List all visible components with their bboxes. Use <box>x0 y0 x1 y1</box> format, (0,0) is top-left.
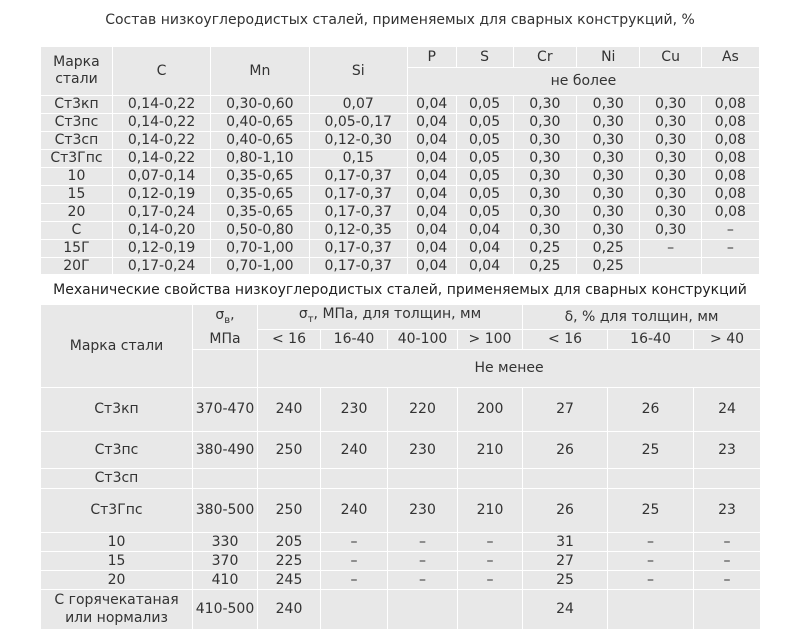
elongation-cell: – <box>608 532 694 551</box>
value-cell: 0,14-0,22 <box>112 132 210 150</box>
value-cell: 0,07 <box>309 96 407 114</box>
value-cell: 0,07-0,14 <box>112 168 210 186</box>
grade-cell: С <box>41 222 113 240</box>
header-delta: δ, % для толщин, мм <box>523 305 761 330</box>
header-grade-2: Марка стали <box>41 305 193 388</box>
elongation-cell: – <box>694 551 761 570</box>
yield-strength-cell: – <box>321 532 388 551</box>
composition-row <box>41 132 760 150</box>
grade-cell: Ст3Гпс <box>41 488 193 532</box>
elongation-cell: – <box>694 532 761 551</box>
value-cell: 0,04 <box>407 240 456 258</box>
header-sigma-b: $\sigma_в$, МПа <box>193 305 258 350</box>
composition-row <box>41 186 760 204</box>
value-cell <box>640 258 701 276</box>
value-cell: 0,30 <box>577 114 640 132</box>
value-cell <box>701 258 759 276</box>
header-max-note: не более <box>407 68 759 96</box>
value-cell: 0,04 <box>456 222 513 240</box>
value-cell: 0,70-1,00 <box>211 240 309 258</box>
elongation-cell: 26 <box>523 431 608 468</box>
grade-cell: 10 <box>41 168 113 186</box>
yield-strength-cell <box>388 589 458 629</box>
value-cell: 0,05 <box>456 96 513 114</box>
value-cell: 0,08 <box>701 132 759 150</box>
grade-cell: Ст3пс <box>41 114 113 132</box>
grade-cell: 20 <box>41 204 113 222</box>
elongation-cell: 24 <box>523 589 608 629</box>
value-cell: 0,30 <box>513 186 576 204</box>
header-grade: Марка стали <box>41 47 113 96</box>
yield-strength-cell: 250 <box>258 488 321 532</box>
header-ni: Ni <box>577 47 640 68</box>
value-cell: 0,30 <box>640 168 701 186</box>
value-cell: 0,04 <box>407 222 456 240</box>
value-cell: 0,05 <box>456 114 513 132</box>
header-mn: Mn <box>211 47 309 96</box>
value-cell: 0,30 <box>577 96 640 114</box>
value-cell: 0,17-0,37 <box>309 258 407 276</box>
elongation-cell <box>694 589 761 629</box>
yield-strength-cell: – <box>388 570 458 589</box>
value-cell: 0,05 <box>456 186 513 204</box>
mechanical-row <box>41 468 761 488</box>
sigma-t-range: < 16 <box>258 329 321 349</box>
value-cell: 0,04 <box>407 96 456 114</box>
tensile-strength-cell: 370-470 <box>193 387 258 431</box>
yield-strength-cell: 230 <box>321 387 388 431</box>
yield-strength-cell: – <box>321 551 388 570</box>
elongation-cell: – <box>608 551 694 570</box>
composition-table <box>40 46 760 276</box>
value-cell: 0,30 <box>513 168 576 186</box>
value-cell: 0,30 <box>640 222 701 240</box>
value-cell: 0,25 <box>513 258 576 276</box>
header-as: As <box>701 47 759 68</box>
sigma-b-unit: МПа <box>209 330 241 347</box>
mechanical-row <box>41 431 761 468</box>
grade-cell: Ст3сп <box>41 468 193 488</box>
grade-cell: Ст3пс <box>41 431 193 468</box>
value-cell: 0,30 <box>513 150 576 168</box>
sigma-t-range: 40-100 <box>388 329 458 349</box>
value-cell: 0,17-0,37 <box>309 240 407 258</box>
yield-strength-cell: 240 <box>321 431 388 468</box>
mechanical-row <box>41 532 761 551</box>
tensile-strength-cell: 410-500 <box>193 589 258 629</box>
value-cell: 0,30 <box>577 222 640 240</box>
mechanical-table-body <box>41 387 761 629</box>
value-cell: 0,30 <box>577 168 640 186</box>
yield-strength-cell: – <box>388 551 458 570</box>
composition-table-container <box>40 46 760 274</box>
tensile-strength-cell: 410 <box>193 570 258 589</box>
value-cell: 0,40-0,65 <box>211 132 309 150</box>
sigma-t-range: > 100 <box>458 329 523 349</box>
grade-cell: Ст3сп <box>41 132 113 150</box>
mechanical-row <box>41 589 761 629</box>
value-cell: 0,40-0,65 <box>211 114 309 132</box>
mechanical-row <box>41 387 761 431</box>
delta-range: < 16 <box>523 329 608 349</box>
mechanical-table-title: Механические свойства низкоуглеродистых сталей, применяемых для сварных конструкций <box>40 279 760 303</box>
header-si: Si <box>309 47 407 96</box>
value-cell: 0,05 <box>456 150 513 168</box>
mechanical-row <box>41 551 761 570</box>
elongation-cell: 27 <box>523 387 608 431</box>
value-cell: 0,35-0,65 <box>211 168 309 186</box>
value-cell: 0,30 <box>577 132 640 150</box>
value-cell: 0,30 <box>640 186 701 204</box>
grade-cell: 20 <box>41 570 193 589</box>
value-cell: 0,17-0,24 <box>112 258 210 276</box>
elongation-cell <box>608 589 694 629</box>
yield-strength-cell: – <box>458 532 523 551</box>
sigma-b-subscript: в <box>224 314 231 326</box>
elongation-cell: – <box>694 570 761 589</box>
composition-row <box>41 168 760 186</box>
mechanical-table <box>40 304 761 630</box>
elongation-cell <box>608 468 694 488</box>
value-cell: 0,25 <box>577 258 640 276</box>
yield-strength-cell: – <box>458 551 523 570</box>
yield-strength-cell: 210 <box>458 431 523 468</box>
value-cell: 0,30-0,60 <box>211 96 309 114</box>
value-cell: 0,14-0,22 <box>112 150 210 168</box>
delta-range: 16-40 <box>608 329 694 349</box>
value-cell: 0,12-0,35 <box>309 222 407 240</box>
elongation-cell: 25 <box>608 488 694 532</box>
value-cell: 0,12-0,19 <box>112 186 210 204</box>
value-cell: 0,25 <box>513 240 576 258</box>
value-cell: – <box>640 240 701 258</box>
header-cu: Cu <box>640 47 701 68</box>
yield-strength-cell: 245 <box>258 570 321 589</box>
composition-row <box>41 222 760 240</box>
composition-row <box>41 204 760 222</box>
value-cell: 0,04 <box>407 204 456 222</box>
value-cell: 0,30 <box>577 186 640 204</box>
value-cell: 0,08 <box>701 204 759 222</box>
yield-strength-cell: 225 <box>258 551 321 570</box>
value-cell: 0,30 <box>640 96 701 114</box>
tensile-strength-cell <box>193 468 258 488</box>
elongation-cell: 25 <box>608 431 694 468</box>
mechanical-row <box>41 570 761 589</box>
value-cell: 0,30 <box>513 204 576 222</box>
value-cell: 0,04 <box>407 186 456 204</box>
yield-strength-cell: 230 <box>388 488 458 532</box>
elongation-cell: – <box>608 570 694 589</box>
grade-cell: 15 <box>41 186 113 204</box>
elongation-cell: 23 <box>694 488 761 532</box>
elongation-cell: 31 <box>523 532 608 551</box>
grade-cell: 15Г <box>41 240 113 258</box>
value-cell: 0,30 <box>640 150 701 168</box>
composition-row <box>41 114 760 132</box>
elongation-cell: 26 <box>608 387 694 431</box>
mechanical-table-container <box>40 304 760 627</box>
value-cell: 0,30 <box>513 132 576 150</box>
sigma-t-subscript: т <box>307 313 314 325</box>
header-c: C <box>112 47 210 96</box>
value-cell: 0,08 <box>701 150 759 168</box>
header-sigma-t <box>258 305 523 330</box>
tensile-strength-cell: 330 <box>193 532 258 551</box>
value-cell: 0,05-0,17 <box>309 114 407 132</box>
grade-cell: С горячекатаная или нормализ <box>41 589 193 629</box>
yield-strength-cell: 200 <box>458 387 523 431</box>
value-cell: 0,12-0,19 <box>112 240 210 258</box>
value-cell: 0,35-0,65 <box>211 186 309 204</box>
yield-strength-cell <box>321 589 388 629</box>
value-cell: 0,08 <box>701 96 759 114</box>
value-cell: 0,14-0,20 <box>112 222 210 240</box>
sigma-b-symbol: σ <box>215 307 225 323</box>
value-cell: 0,05 <box>456 168 513 186</box>
value-cell: 0,04 <box>407 168 456 186</box>
value-cell: 0,30 <box>640 132 701 150</box>
yield-strength-cell <box>388 468 458 488</box>
composition-row <box>41 240 760 258</box>
value-cell: 0,30 <box>640 114 701 132</box>
yield-strength-cell <box>458 589 523 629</box>
header-p: P <box>407 47 456 68</box>
header-min-note: Не менее <box>258 349 761 387</box>
value-cell: 0,30 <box>577 150 640 168</box>
grade-cell: 15 <box>41 551 193 570</box>
yield-strength-cell: – <box>458 570 523 589</box>
value-cell: 0,04 <box>456 258 513 276</box>
elongation-cell: 24 <box>694 387 761 431</box>
tensile-strength-cell: 370 <box>193 551 258 570</box>
yield-strength-cell: 205 <box>258 532 321 551</box>
header-cr: Cr <box>513 47 576 68</box>
value-cell: 0,30 <box>577 204 640 222</box>
value-cell: 0,17-0,37 <box>309 204 407 222</box>
value-cell: 0,17-0,37 <box>309 168 407 186</box>
value-cell: 0,08 <box>701 168 759 186</box>
value-cell: 0,08 <box>701 186 759 204</box>
value-cell: 0,08 <box>701 114 759 132</box>
yield-strength-cell: – <box>321 570 388 589</box>
yield-strength-cell: 240 <box>258 589 321 629</box>
composition-table-title: Состав низкоуглеродистых сталей, применяемых для сварных конструкций, % <box>105 12 695 28</box>
value-cell: 0,14-0,22 <box>112 114 210 132</box>
header-s: S <box>456 47 513 68</box>
value-cell: 0,04 <box>407 114 456 132</box>
yield-strength-cell: 230 <box>388 431 458 468</box>
value-cell: – <box>701 222 759 240</box>
yield-strength-cell: 240 <box>258 387 321 431</box>
grade-cell: Ст3кп <box>41 96 113 114</box>
value-cell: 0,17-0,37 <box>309 186 407 204</box>
sigma-t-label: , МПа, для толщин, мм <box>313 306 482 322</box>
yield-strength-cell: 240 <box>321 488 388 532</box>
yield-strength-cell: 220 <box>388 387 458 431</box>
yield-strength-cell: 250 <box>258 431 321 468</box>
tensile-strength-cell: 380-490 <box>193 431 258 468</box>
value-cell: 0,17-0,24 <box>112 204 210 222</box>
composition-table-body <box>41 96 760 276</box>
elongation-cell: 26 <box>523 488 608 532</box>
composition-row <box>41 258 760 276</box>
elongation-cell <box>694 468 761 488</box>
grade-cell: Ст3кп <box>41 387 193 431</box>
yield-strength-cell <box>258 468 321 488</box>
value-cell: 0,70-1,00 <box>211 258 309 276</box>
value-cell: 0,30 <box>513 114 576 132</box>
value-cell: – <box>701 240 759 258</box>
table-separator <box>40 274 760 278</box>
delta-range: > 40 <box>694 329 761 349</box>
tensile-strength-cell: 380-500 <box>193 488 258 532</box>
yield-strength-cell: 210 <box>458 488 523 532</box>
value-cell: 0,04 <box>407 258 456 276</box>
value-cell: 0,05 <box>456 204 513 222</box>
sigma-t-symbol: σ <box>298 306 308 322</box>
value-cell: 0,30 <box>513 96 576 114</box>
value-cell: 0,12-0,30 <box>309 132 407 150</box>
composition-row <box>41 96 760 114</box>
grade-cell: 20Г <box>41 258 113 276</box>
value-cell: 0,25 <box>577 240 640 258</box>
value-cell: 0,50-0,80 <box>211 222 309 240</box>
value-cell: 0,35-0,65 <box>211 204 309 222</box>
grade-cell: Ст3Гпс <box>41 150 113 168</box>
grade-cell: 10 <box>41 532 193 551</box>
value-cell: 0,04 <box>407 150 456 168</box>
value-cell: 0,14-0,22 <box>112 96 210 114</box>
elongation-cell: 23 <box>694 431 761 468</box>
composition-row <box>41 150 760 168</box>
value-cell: 0,30 <box>513 222 576 240</box>
yield-strength-cell: – <box>388 532 458 551</box>
yield-strength-cell <box>321 468 388 488</box>
value-cell: 0,30 <box>640 204 701 222</box>
sigma-t-range: 16-40 <box>321 329 388 349</box>
elongation-cell: 25 <box>523 570 608 589</box>
value-cell: 0,04 <box>407 132 456 150</box>
yield-strength-cell <box>458 468 523 488</box>
header-sigma-b-spacer <box>193 349 258 387</box>
value-cell: 0,15 <box>309 150 407 168</box>
elongation-cell <box>523 468 608 488</box>
value-cell: 0,80-1,10 <box>211 150 309 168</box>
mechanical-row <box>41 488 761 532</box>
value-cell: 0,05 <box>456 132 513 150</box>
elongation-cell: 27 <box>523 551 608 570</box>
value-cell: 0,04 <box>456 240 513 258</box>
